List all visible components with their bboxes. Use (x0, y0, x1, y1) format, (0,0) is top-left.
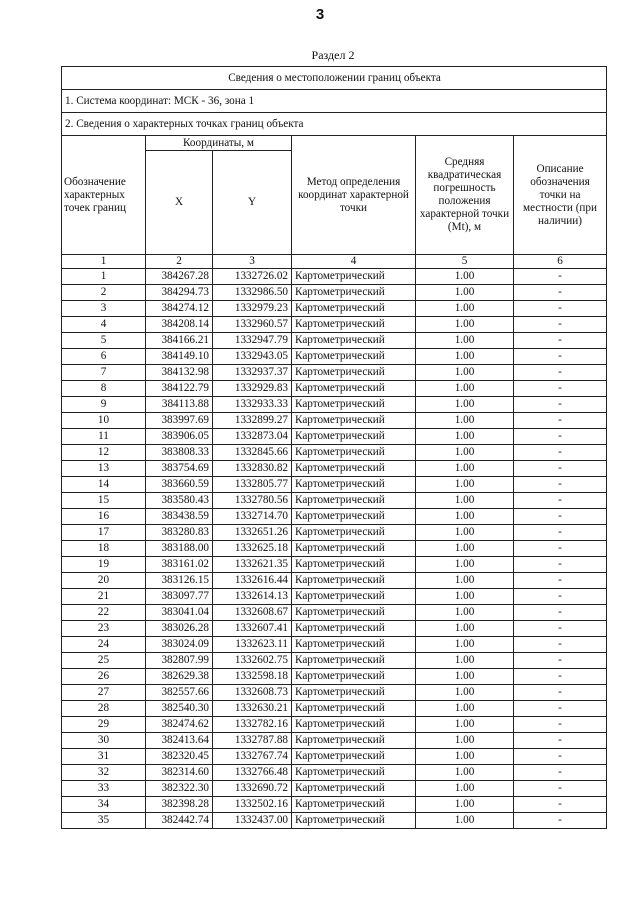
y-coordinate: 1332933.33 (213, 397, 292, 413)
error-cell: 1.00 (416, 637, 514, 653)
x-coordinate: 382540.30 (146, 701, 213, 717)
x-coordinate: 383041.04 (146, 605, 213, 621)
y-coordinate: 1332780.56 (213, 493, 292, 509)
x-coordinate: 382314.60 (146, 765, 213, 781)
method-cell: Картометрический (292, 445, 416, 461)
table-row (62, 365, 607, 381)
error-cell: 1.00 (416, 749, 514, 765)
table-row (62, 429, 607, 445)
error-cell: 1.00 (416, 381, 514, 397)
point-number: 29 (62, 717, 146, 733)
method-cell: Картометрический (292, 813, 416, 829)
point-number: 30 (62, 733, 146, 749)
error-cell: 1.00 (416, 397, 514, 413)
description-cell: - (514, 685, 607, 701)
description-cell: - (514, 813, 607, 829)
x-coordinate: 383097.77 (146, 589, 213, 605)
x-coordinate: 383161.02 (146, 557, 213, 573)
method-cell: Картометрический (292, 589, 416, 605)
error-cell: 1.00 (416, 317, 514, 333)
table-row (62, 397, 607, 413)
points-heading: 2. Сведения о характерных точках границ объекта (62, 113, 607, 136)
method-cell: Картометрический (292, 749, 416, 765)
column-number: 5 (416, 255, 514, 269)
point-number: 16 (62, 509, 146, 525)
table-row (62, 269, 607, 285)
header-method: Метод определения координат характерной точки (292, 136, 416, 255)
x-coordinate: 382320.45 (146, 749, 213, 765)
table-row (62, 637, 607, 653)
method-cell: Картометрический (292, 573, 416, 589)
y-coordinate: 1332805.77 (213, 477, 292, 493)
header-error: Средняя квадратическая погрешность положения характерной точки (Mt), м (416, 136, 514, 255)
description-cell: - (514, 765, 607, 781)
y-coordinate: 1332947.79 (213, 333, 292, 349)
x-coordinate: 383026.28 (146, 621, 213, 637)
description-cell: - (514, 477, 607, 493)
description-cell: - (514, 781, 607, 797)
point-number: 8 (62, 381, 146, 397)
table-row (62, 573, 607, 589)
table-row (62, 781, 607, 797)
y-coordinate: 1332502.16 (213, 797, 292, 813)
description-cell: - (514, 285, 607, 301)
point-number: 7 (62, 365, 146, 381)
y-coordinate: 1332690.72 (213, 781, 292, 797)
description-cell: - (514, 461, 607, 477)
x-coordinate: 382398.28 (146, 797, 213, 813)
x-coordinate: 382807.99 (146, 653, 213, 669)
table-row (62, 301, 607, 317)
method-cell: Картометрический (292, 397, 416, 413)
error-cell: 1.00 (416, 557, 514, 573)
error-cell: 1.00 (416, 685, 514, 701)
description-cell: - (514, 413, 607, 429)
method-cell: Картометрический (292, 765, 416, 781)
x-coordinate: 382413.64 (146, 733, 213, 749)
method-cell: Картометрический (292, 717, 416, 733)
table-row (62, 717, 607, 733)
method-cell: Картометрический (292, 365, 416, 381)
description-cell: - (514, 573, 607, 589)
point-number: 11 (62, 429, 146, 445)
error-cell: 1.00 (416, 797, 514, 813)
description-cell: - (514, 397, 607, 413)
error-cell: 1.00 (416, 525, 514, 541)
method-cell: Картометрический (292, 557, 416, 573)
method-cell: Картометрический (292, 525, 416, 541)
description-cell: - (514, 653, 607, 669)
error-cell: 1.00 (416, 605, 514, 621)
table-row (62, 557, 607, 573)
table-title: Сведения о местоположении границ объекта (62, 67, 607, 90)
description-cell: - (514, 557, 607, 573)
section-title: Раздел 2 (311, 48, 355, 62)
method-cell: Картометрический (292, 285, 416, 301)
method-cell: Картометрический (292, 701, 416, 717)
method-cell: Картометрический (292, 621, 416, 637)
x-coordinate: 383438.59 (146, 509, 213, 525)
table-row (62, 589, 607, 605)
x-coordinate: 382474.62 (146, 717, 213, 733)
description-cell: - (514, 733, 607, 749)
error-cell: 1.00 (416, 365, 514, 381)
point-number: 2 (62, 285, 146, 301)
table-row (62, 765, 607, 781)
table-row (62, 541, 607, 557)
y-coordinate: 1332943.05 (213, 349, 292, 365)
column-number: 3 (213, 255, 292, 269)
error-cell: 1.00 (416, 477, 514, 493)
description-cell: - (514, 509, 607, 525)
point-number: 14 (62, 477, 146, 493)
header-coordinates: Координаты, м (146, 136, 292, 151)
error-cell: 1.00 (416, 669, 514, 685)
point-number: 20 (62, 573, 146, 589)
method-cell: Картометрический (292, 733, 416, 749)
column-number: 2 (146, 255, 213, 269)
table-row (62, 333, 607, 349)
error-cell: 1.00 (416, 733, 514, 749)
point-number: 26 (62, 669, 146, 685)
point-number: 6 (62, 349, 146, 365)
description-cell: - (514, 317, 607, 333)
description-cell: - (514, 701, 607, 717)
description-cell: - (514, 381, 607, 397)
y-coordinate: 1332625.18 (213, 541, 292, 557)
y-coordinate: 1332598.18 (213, 669, 292, 685)
description-cell: - (514, 669, 607, 685)
point-number: 9 (62, 397, 146, 413)
error-cell: 1.00 (416, 429, 514, 445)
error-cell: 1.00 (416, 717, 514, 733)
method-cell: Картометрический (292, 429, 416, 445)
y-coordinate: 1332651.26 (213, 525, 292, 541)
header-description: Описание обозначения точки на местности (при наличии) (514, 136, 607, 255)
error-cell: 1.00 (416, 285, 514, 301)
error-cell: 1.00 (416, 269, 514, 285)
method-cell: Картометрический (292, 669, 416, 685)
description-cell: - (514, 797, 607, 813)
error-cell: 1.00 (416, 701, 514, 717)
y-coordinate: 1332873.04 (213, 429, 292, 445)
table-row (62, 669, 607, 685)
table-row (62, 733, 607, 749)
column-number-row (62, 255, 607, 269)
y-coordinate: 1332623.11 (213, 637, 292, 653)
point-number: 10 (62, 413, 146, 429)
method-cell: Картометрический (292, 781, 416, 797)
point-number: 32 (62, 765, 146, 781)
method-cell: Картометрический (292, 461, 416, 477)
point-number: 31 (62, 749, 146, 765)
y-coordinate: 1332437.00 (213, 813, 292, 829)
method-cell: Картометрический (292, 317, 416, 333)
table-row (62, 525, 607, 541)
x-coordinate: 384122.79 (146, 381, 213, 397)
method-cell: Картометрический (292, 477, 416, 493)
y-coordinate: 1332607.41 (213, 621, 292, 637)
method-cell: Картометрический (292, 653, 416, 669)
x-coordinate: 384274.12 (146, 301, 213, 317)
description-cell: - (514, 269, 607, 285)
point-number: 5 (62, 333, 146, 349)
error-cell: 1.00 (416, 621, 514, 637)
method-cell: Картометрический (292, 301, 416, 317)
description-cell: - (514, 365, 607, 381)
description-cell: - (514, 605, 607, 621)
coordinate-system: 1. Система координат: МСК - 36, зона 1 (62, 90, 607, 113)
description-cell: - (514, 349, 607, 365)
header-x: X (146, 151, 213, 255)
description-cell: - (514, 493, 607, 509)
x-coordinate: 383997.69 (146, 413, 213, 429)
point-number: 33 (62, 781, 146, 797)
y-coordinate: 1332614.13 (213, 589, 292, 605)
table-row (62, 701, 607, 717)
table-row (62, 797, 607, 813)
y-coordinate: 1332787.88 (213, 733, 292, 749)
method-cell: Картометрический (292, 509, 416, 525)
point-number: 17 (62, 525, 146, 541)
error-cell: 1.00 (416, 541, 514, 557)
y-coordinate: 1332608.67 (213, 605, 292, 621)
y-coordinate: 1332602.75 (213, 653, 292, 669)
error-cell: 1.00 (416, 509, 514, 525)
table-row (62, 621, 607, 637)
point-number: 35 (62, 813, 146, 829)
error-cell: 1.00 (416, 413, 514, 429)
y-coordinate: 1332766.48 (213, 765, 292, 781)
header-designation: Обозначение характерных точек границ (62, 136, 146, 255)
point-number: 24 (62, 637, 146, 653)
x-coordinate: 384294.73 (146, 285, 213, 301)
method-cell: Картометрический (292, 637, 416, 653)
x-coordinate: 382322.30 (146, 781, 213, 797)
x-coordinate: 383580.43 (146, 493, 213, 509)
method-cell: Картометрический (292, 797, 416, 813)
method-cell: Картометрический (292, 605, 416, 621)
y-coordinate: 1332782.16 (213, 717, 292, 733)
error-cell: 1.00 (416, 781, 514, 797)
error-cell: 1.00 (416, 333, 514, 349)
method-cell: Картометрический (292, 381, 416, 397)
table-row (62, 813, 607, 829)
point-number: 4 (62, 317, 146, 333)
x-coordinate: 384149.10 (146, 349, 213, 365)
table-row (62, 349, 607, 365)
y-coordinate: 1332979.23 (213, 301, 292, 317)
method-cell: Картометрический (292, 333, 416, 349)
error-cell: 1.00 (416, 301, 514, 317)
column-number: 6 (514, 255, 607, 269)
y-coordinate: 1332929.83 (213, 381, 292, 397)
point-number: 34 (62, 797, 146, 813)
header-y: Y (213, 151, 292, 255)
x-coordinate: 383906.05 (146, 429, 213, 445)
method-cell: Картометрический (292, 349, 416, 365)
point-number: 23 (62, 621, 146, 637)
x-coordinate: 383126.15 (146, 573, 213, 589)
point-number: 22 (62, 605, 146, 621)
x-coordinate: 384166.21 (146, 333, 213, 349)
error-cell: 1.00 (416, 813, 514, 829)
point-number: 28 (62, 701, 146, 717)
table-row (62, 285, 607, 301)
boundary-points-table (61, 66, 607, 829)
description-cell: - (514, 717, 607, 733)
table-row (62, 653, 607, 669)
error-cell: 1.00 (416, 461, 514, 477)
y-coordinate: 1332937.37 (213, 365, 292, 381)
point-number: 25 (62, 653, 146, 669)
y-coordinate: 1332608.73 (213, 685, 292, 701)
y-coordinate: 1332960.57 (213, 317, 292, 333)
error-cell: 1.00 (416, 445, 514, 461)
table-row (62, 461, 607, 477)
y-coordinate: 1332621.35 (213, 557, 292, 573)
error-cell: 1.00 (416, 493, 514, 509)
point-number: 15 (62, 493, 146, 509)
y-coordinate: 1332830.82 (213, 461, 292, 477)
method-cell: Картометрический (292, 413, 416, 429)
column-number: 1 (62, 255, 146, 269)
error-cell: 1.00 (416, 349, 514, 365)
point-number: 12 (62, 445, 146, 461)
y-coordinate: 1332986.50 (213, 285, 292, 301)
description-cell: - (514, 621, 607, 637)
y-coordinate: 1332714.70 (213, 509, 292, 525)
x-coordinate: 383188.00 (146, 541, 213, 557)
x-coordinate: 383660.59 (146, 477, 213, 493)
point-number: 21 (62, 589, 146, 605)
method-cell: Картометрический (292, 269, 416, 285)
point-number: 27 (62, 685, 146, 701)
column-number: 4 (292, 255, 416, 269)
table-row (62, 381, 607, 397)
description-cell: - (514, 749, 607, 765)
table-row (62, 493, 607, 509)
page-number: 3 (315, 6, 325, 23)
x-coordinate: 383024.09 (146, 637, 213, 653)
point-number: 19 (62, 557, 146, 573)
description-cell: - (514, 333, 607, 349)
table-row (62, 509, 607, 525)
y-coordinate: 1332899.27 (213, 413, 292, 429)
description-cell: - (514, 525, 607, 541)
x-coordinate: 383808.33 (146, 445, 213, 461)
error-cell: 1.00 (416, 765, 514, 781)
error-cell: 1.00 (416, 653, 514, 669)
x-coordinate: 383280.83 (146, 525, 213, 541)
method-cell: Картометрический (292, 493, 416, 509)
point-number: 1 (62, 269, 146, 285)
x-coordinate: 382629.38 (146, 669, 213, 685)
table-row (62, 413, 607, 429)
point-number: 13 (62, 461, 146, 477)
y-coordinate: 1332630.21 (213, 701, 292, 717)
description-cell: - (514, 301, 607, 317)
table-row (62, 749, 607, 765)
method-cell: Картометрический (292, 541, 416, 557)
description-cell: - (514, 445, 607, 461)
y-coordinate: 1332726.02 (213, 269, 292, 285)
y-coordinate: 1332767.74 (213, 749, 292, 765)
description-cell: - (514, 541, 607, 557)
x-coordinate: 384208.14 (146, 317, 213, 333)
y-coordinate: 1332616.44 (213, 573, 292, 589)
method-cell: Картометрический (292, 685, 416, 701)
point-number: 18 (62, 541, 146, 557)
error-cell: 1.00 (416, 589, 514, 605)
table-row (62, 477, 607, 493)
table-row (62, 317, 607, 333)
description-cell: - (514, 589, 607, 605)
x-coordinate: 382557.66 (146, 685, 213, 701)
x-coordinate: 384113.88 (146, 397, 213, 413)
table-row (62, 445, 607, 461)
point-number: 3 (62, 301, 146, 317)
error-cell: 1.00 (416, 573, 514, 589)
description-cell: - (514, 429, 607, 445)
y-coordinate: 1332845.66 (213, 445, 292, 461)
x-coordinate: 384267.28 (146, 269, 213, 285)
x-coordinate: 384132.98 (146, 365, 213, 381)
table-row (62, 685, 607, 701)
description-cell: - (514, 637, 607, 653)
x-coordinate: 382442.74 (146, 813, 213, 829)
table-row (62, 605, 607, 621)
x-coordinate: 383754.69 (146, 461, 213, 477)
